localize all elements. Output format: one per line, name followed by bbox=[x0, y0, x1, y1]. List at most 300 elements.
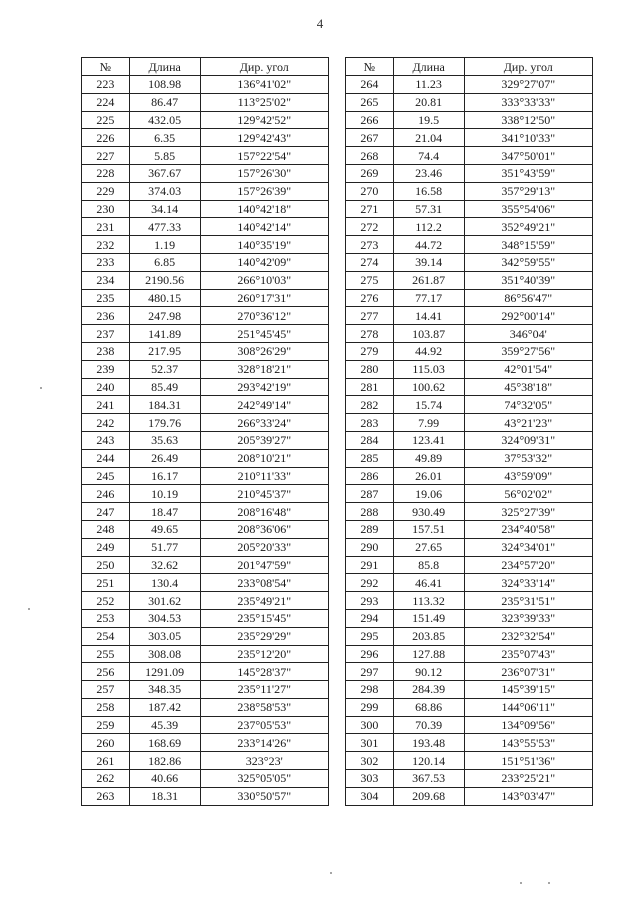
cell-number: 252 bbox=[82, 592, 130, 610]
table-row bbox=[82, 645, 329, 663]
table-row bbox=[346, 681, 593, 699]
cell-number: 239 bbox=[82, 360, 130, 378]
table-row bbox=[82, 218, 329, 236]
header-number: № bbox=[346, 58, 394, 76]
table-row bbox=[82, 663, 329, 681]
cell-number: 238 bbox=[82, 342, 130, 360]
cell-angle: 347°50'01" bbox=[464, 147, 592, 165]
cell-angle: 129°42'43" bbox=[200, 129, 328, 147]
cell-length: 2190.56 bbox=[129, 271, 200, 289]
cell-angle: 201°47'59" bbox=[200, 556, 328, 574]
cell-angle: 323°23' bbox=[200, 752, 328, 770]
table-row bbox=[82, 787, 329, 805]
cell-number: 259 bbox=[82, 716, 130, 734]
cell-length: 113.32 bbox=[393, 592, 464, 610]
cell-angle: 325°05'05" bbox=[200, 770, 328, 788]
cell-length: 930.49 bbox=[393, 503, 464, 521]
cell-angle: 237°05'53" bbox=[200, 716, 328, 734]
cell-angle: 266°33'24" bbox=[200, 414, 328, 432]
cell-length: 26.01 bbox=[393, 467, 464, 485]
cell-number: 255 bbox=[82, 645, 130, 663]
cell-number: 245 bbox=[82, 467, 130, 485]
table-row bbox=[346, 182, 593, 200]
cell-length: 103.87 bbox=[393, 325, 464, 343]
cell-angle: 157°26'39" bbox=[200, 182, 328, 200]
cell-length: 16.17 bbox=[129, 467, 200, 485]
table-row bbox=[346, 787, 593, 805]
cell-number: 248 bbox=[82, 520, 130, 538]
table-row bbox=[346, 360, 593, 378]
cell-length: 123.41 bbox=[393, 431, 464, 449]
cell-angle: 324°09'31" bbox=[464, 431, 592, 449]
cell-number: 260 bbox=[82, 734, 130, 752]
cell-number: 304 bbox=[346, 787, 394, 805]
cell-length: 40.66 bbox=[129, 770, 200, 788]
header-angle: Дир. угол bbox=[464, 58, 592, 76]
cell-number: 295 bbox=[346, 627, 394, 645]
cell-angle: 74°32'05" bbox=[464, 396, 592, 414]
cell-number: 296 bbox=[346, 645, 394, 663]
cell-angle: 338°12'50" bbox=[464, 111, 592, 129]
cell-number: 291 bbox=[346, 556, 394, 574]
cell-angle: 359°27'56" bbox=[464, 342, 592, 360]
cell-number: 281 bbox=[346, 378, 394, 396]
cell-angle: 151°51'36" bbox=[464, 752, 592, 770]
cell-angle: 235°31'51" bbox=[464, 592, 592, 610]
table-row bbox=[346, 574, 593, 592]
cell-length: 115.03 bbox=[393, 360, 464, 378]
cell-number: 227 bbox=[82, 147, 130, 165]
cell-length: 108.98 bbox=[129, 76, 200, 94]
cell-angle: 242°49'14" bbox=[200, 396, 328, 414]
cell-number: 303 bbox=[346, 770, 394, 788]
cell-number: 270 bbox=[346, 182, 394, 200]
table-row bbox=[82, 342, 329, 360]
cell-length: 18.47 bbox=[129, 503, 200, 521]
cell-length: 120.14 bbox=[393, 752, 464, 770]
cell-number: 253 bbox=[82, 609, 130, 627]
table-row bbox=[346, 431, 593, 449]
table-row bbox=[82, 485, 329, 503]
cell-number: 263 bbox=[82, 787, 130, 805]
cell-angle: 42°01'54" bbox=[464, 360, 592, 378]
cell-number: 302 bbox=[346, 752, 394, 770]
cell-angle: 266°10'03" bbox=[200, 271, 328, 289]
cell-angle: 145°39'15" bbox=[464, 681, 592, 699]
table-row bbox=[82, 556, 329, 574]
cell-number: 277 bbox=[346, 307, 394, 325]
cell-angle: 351°43'59" bbox=[464, 164, 592, 182]
cell-angle: 37°53'32" bbox=[464, 449, 592, 467]
cell-number: 292 bbox=[346, 574, 394, 592]
cell-angle: 205°20'33" bbox=[200, 538, 328, 556]
cell-number: 242 bbox=[82, 414, 130, 432]
table-row bbox=[82, 271, 329, 289]
cell-angle: 357°29'13" bbox=[464, 182, 592, 200]
cell-number: 237 bbox=[82, 325, 130, 343]
table-row bbox=[82, 520, 329, 538]
cell-angle: 251°45'45" bbox=[200, 325, 328, 343]
cell-angle: 233°08'54" bbox=[200, 574, 328, 592]
table-row bbox=[82, 538, 329, 556]
cell-length: 348.35 bbox=[129, 681, 200, 699]
cell-number: 258 bbox=[82, 698, 130, 716]
cell-length: 374.03 bbox=[129, 182, 200, 200]
cell-angle: 292°00'14" bbox=[464, 307, 592, 325]
cell-number: 282 bbox=[346, 396, 394, 414]
cell-length: 261.87 bbox=[393, 271, 464, 289]
cell-length: 367.67 bbox=[129, 164, 200, 182]
cell-number: 287 bbox=[346, 485, 394, 503]
table-row bbox=[346, 449, 593, 467]
cell-number: 290 bbox=[346, 538, 394, 556]
header-angle: Дир. угол bbox=[200, 58, 328, 76]
cell-angle: 205°39'27" bbox=[200, 431, 328, 449]
table-row bbox=[82, 253, 329, 271]
cell-length: 23.46 bbox=[393, 164, 464, 182]
cell-angle: 330°50'57" bbox=[200, 787, 328, 805]
cell-number: 293 bbox=[346, 592, 394, 610]
table-header-row bbox=[346, 58, 593, 76]
table-row bbox=[346, 378, 593, 396]
cell-angle: 308°26'29" bbox=[200, 342, 328, 360]
table-row bbox=[82, 360, 329, 378]
cell-length: 182.86 bbox=[129, 752, 200, 770]
table-row bbox=[346, 76, 593, 94]
header-number: № bbox=[82, 58, 130, 76]
cell-number: 232 bbox=[82, 236, 130, 254]
table-row bbox=[82, 200, 329, 218]
cell-length: 44.92 bbox=[393, 342, 464, 360]
cell-length: 90.12 bbox=[393, 663, 464, 681]
cell-length: 100.62 bbox=[393, 378, 464, 396]
table-row bbox=[346, 342, 593, 360]
cell-angle: 45°38'18" bbox=[464, 378, 592, 396]
table-row bbox=[82, 325, 329, 343]
cell-length: 39.14 bbox=[393, 253, 464, 271]
table-row bbox=[346, 325, 593, 343]
scan-speck bbox=[330, 872, 332, 874]
table-row bbox=[346, 734, 593, 752]
cell-number: 300 bbox=[346, 716, 394, 734]
table-row bbox=[346, 467, 593, 485]
cell-angle: 143°03'47" bbox=[464, 787, 592, 805]
table-row bbox=[82, 236, 329, 254]
cell-angle: 323°39'33" bbox=[464, 609, 592, 627]
table-row bbox=[82, 449, 329, 467]
cell-number: 234 bbox=[82, 271, 130, 289]
cell-number: 230 bbox=[82, 200, 130, 218]
cell-angle: 235°12'20" bbox=[200, 645, 328, 663]
cell-number: 240 bbox=[82, 378, 130, 396]
cell-number: 288 bbox=[346, 503, 394, 521]
cell-angle: 342°59'55" bbox=[464, 253, 592, 271]
cell-angle: 86°56'47" bbox=[464, 289, 592, 307]
cell-length: 187.42 bbox=[129, 698, 200, 716]
cell-length: 432.05 bbox=[129, 111, 200, 129]
table-row bbox=[82, 592, 329, 610]
cell-number: 229 bbox=[82, 182, 130, 200]
cell-angle: 235°49'21" bbox=[200, 592, 328, 610]
cell-angle: 233°14'26" bbox=[200, 734, 328, 752]
cell-angle: 129°42'52" bbox=[200, 111, 328, 129]
table-row bbox=[346, 698, 593, 716]
cell-number: 284 bbox=[346, 431, 394, 449]
cell-number: 285 bbox=[346, 449, 394, 467]
cell-number: 257 bbox=[82, 681, 130, 699]
page-number: 4 bbox=[316, 16, 324, 31]
cell-length: 284.39 bbox=[393, 681, 464, 699]
cell-length: 10.19 bbox=[129, 485, 200, 503]
cell-angle: 143°55'53" bbox=[464, 734, 592, 752]
cell-angle: 136°41'02" bbox=[200, 76, 328, 94]
cell-length: 15.74 bbox=[393, 396, 464, 414]
cell-length: 301.62 bbox=[129, 592, 200, 610]
table-row bbox=[346, 147, 593, 165]
cell-angle: 270°36'12" bbox=[200, 307, 328, 325]
cell-length: 184.31 bbox=[129, 396, 200, 414]
cell-length: 45.39 bbox=[129, 716, 200, 734]
cell-number: 254 bbox=[82, 627, 130, 645]
cell-length: 1291.09 bbox=[129, 663, 200, 681]
cell-angle: 238°58'53" bbox=[200, 698, 328, 716]
cell-number: 279 bbox=[346, 342, 394, 360]
cell-angle: 208°36'06" bbox=[200, 520, 328, 538]
cell-angle: 235°29'29" bbox=[200, 627, 328, 645]
table-row bbox=[82, 431, 329, 449]
cell-number: 251 bbox=[82, 574, 130, 592]
cell-angle: 232°32'54" bbox=[464, 627, 592, 645]
table-row bbox=[82, 503, 329, 521]
cell-length: 20.81 bbox=[393, 93, 464, 111]
cell-angle: 134°09'56" bbox=[464, 716, 592, 734]
table-row bbox=[82, 414, 329, 432]
cell-angle: 333°33'33" bbox=[464, 93, 592, 111]
table-row bbox=[82, 609, 329, 627]
cell-length: 209.68 bbox=[393, 787, 464, 805]
cell-angle: 208°16'48" bbox=[200, 503, 328, 521]
cell-length: 34.14 bbox=[129, 200, 200, 218]
cell-length: 74.4 bbox=[393, 147, 464, 165]
table-row bbox=[82, 93, 329, 111]
cell-angle: 157°22'54" bbox=[200, 147, 328, 165]
cell-length: 247.98 bbox=[129, 307, 200, 325]
cell-length: 68.86 bbox=[393, 698, 464, 716]
cell-angle: 235°11'27" bbox=[200, 681, 328, 699]
cell-number: 265 bbox=[346, 93, 394, 111]
table-row bbox=[346, 396, 593, 414]
cell-angle: 140°42'14" bbox=[200, 218, 328, 236]
cell-length: 5.85 bbox=[129, 147, 200, 165]
table-row bbox=[346, 592, 593, 610]
table-row bbox=[346, 663, 593, 681]
cell-length: 86.47 bbox=[129, 93, 200, 111]
cell-number: 223 bbox=[82, 76, 130, 94]
cell-length: 127.88 bbox=[393, 645, 464, 663]
cell-number: 235 bbox=[82, 289, 130, 307]
cell-length: 21.04 bbox=[393, 129, 464, 147]
cell-length: 32.62 bbox=[129, 556, 200, 574]
table-row bbox=[346, 218, 593, 236]
cell-angle: 324°34'01" bbox=[464, 538, 592, 556]
cell-length: 57.31 bbox=[393, 200, 464, 218]
cell-length: 26.49 bbox=[129, 449, 200, 467]
cell-length: 151.49 bbox=[393, 609, 464, 627]
cell-number: 272 bbox=[346, 218, 394, 236]
cell-length: 77.17 bbox=[393, 289, 464, 307]
cell-number: 261 bbox=[82, 752, 130, 770]
cell-length: 19.06 bbox=[393, 485, 464, 503]
cell-length: 46.41 bbox=[393, 574, 464, 592]
table-row bbox=[82, 182, 329, 200]
cell-angle: 236°07'31" bbox=[464, 663, 592, 681]
cell-length: 6.35 bbox=[129, 129, 200, 147]
cell-number: 249 bbox=[82, 538, 130, 556]
cell-angle: 208°10'21" bbox=[200, 449, 328, 467]
cell-length: 304.53 bbox=[129, 609, 200, 627]
cell-angle: 355°54'06" bbox=[464, 200, 592, 218]
table-row bbox=[346, 770, 593, 788]
table-row bbox=[82, 716, 329, 734]
table-row bbox=[346, 538, 593, 556]
cell-angle: 234°57'20" bbox=[464, 556, 592, 574]
cell-length: 193.48 bbox=[393, 734, 464, 752]
cell-angle: 324°33'14" bbox=[464, 574, 592, 592]
cell-length: 477.33 bbox=[129, 218, 200, 236]
cell-angle: 341°10'33" bbox=[464, 129, 592, 147]
cell-number: 226 bbox=[82, 129, 130, 147]
cell-number: 264 bbox=[346, 76, 394, 94]
cell-angle: 210°11'33" bbox=[200, 467, 328, 485]
cell-number: 267 bbox=[346, 129, 394, 147]
table-row bbox=[346, 520, 593, 538]
scan-speck bbox=[28, 608, 30, 610]
cell-number: 299 bbox=[346, 698, 394, 716]
cell-number: 243 bbox=[82, 431, 130, 449]
table-row bbox=[82, 76, 329, 94]
table-row bbox=[82, 164, 329, 182]
cell-length: 49.65 bbox=[129, 520, 200, 538]
table-row bbox=[346, 236, 593, 254]
table-row bbox=[346, 609, 593, 627]
cell-length: 480.15 bbox=[129, 289, 200, 307]
cell-length: 85.49 bbox=[129, 378, 200, 396]
cell-length: 141.89 bbox=[129, 325, 200, 343]
table-row bbox=[346, 200, 593, 218]
table-row bbox=[346, 307, 593, 325]
table-row bbox=[346, 253, 593, 271]
cell-length: 203.85 bbox=[393, 627, 464, 645]
cell-length: 16.58 bbox=[393, 182, 464, 200]
table-row bbox=[346, 129, 593, 147]
cell-length: 1.19 bbox=[129, 236, 200, 254]
header-length: Длина bbox=[393, 58, 464, 76]
cell-length: 49.89 bbox=[393, 449, 464, 467]
cell-angle: 145°28'37" bbox=[200, 663, 328, 681]
cell-number: 289 bbox=[346, 520, 394, 538]
table-row bbox=[82, 627, 329, 645]
cell-length: 27.65 bbox=[393, 538, 464, 556]
table-row bbox=[346, 627, 593, 645]
cell-length: 112.2 bbox=[393, 218, 464, 236]
cell-length: 18.31 bbox=[129, 787, 200, 805]
cell-length: 85.8 bbox=[393, 556, 464, 574]
table-row bbox=[346, 485, 593, 503]
cell-angle: 43°59'09" bbox=[464, 467, 592, 485]
table-row bbox=[346, 556, 593, 574]
cell-length: 6.85 bbox=[129, 253, 200, 271]
cell-number: 246 bbox=[82, 485, 130, 503]
cell-number: 244 bbox=[82, 449, 130, 467]
cell-angle: 235°07'43" bbox=[464, 645, 592, 663]
table-row bbox=[82, 111, 329, 129]
cell-angle: 140°42'18" bbox=[200, 200, 328, 218]
scan-speck bbox=[548, 882, 550, 884]
cell-angle: 140°35'19" bbox=[200, 236, 328, 254]
table-row bbox=[82, 734, 329, 752]
cell-length: 130.4 bbox=[129, 574, 200, 592]
cell-number: 298 bbox=[346, 681, 394, 699]
cell-angle: 113°25'02" bbox=[200, 93, 328, 111]
table-row bbox=[82, 681, 329, 699]
cell-number: 268 bbox=[346, 147, 394, 165]
coordinates-table-left bbox=[81, 57, 329, 806]
cell-number: 269 bbox=[346, 164, 394, 182]
cell-angle: 346°04' bbox=[464, 325, 592, 343]
cell-number: 250 bbox=[82, 556, 130, 574]
cell-length: 308.08 bbox=[129, 645, 200, 663]
table-row bbox=[82, 752, 329, 770]
table-row bbox=[346, 271, 593, 289]
cell-number: 256 bbox=[82, 663, 130, 681]
table-row bbox=[82, 307, 329, 325]
header-length: Длина bbox=[129, 58, 200, 76]
table-row bbox=[346, 716, 593, 734]
cell-length: 14.41 bbox=[393, 307, 464, 325]
cell-length: 44.72 bbox=[393, 236, 464, 254]
cell-number: 231 bbox=[82, 218, 130, 236]
cell-number: 225 bbox=[82, 111, 130, 129]
cell-number: 228 bbox=[82, 164, 130, 182]
cell-length: 52.37 bbox=[129, 360, 200, 378]
cell-length: 11.23 bbox=[393, 76, 464, 94]
cell-number: 275 bbox=[346, 271, 394, 289]
cell-angle: 325°27'39" bbox=[464, 503, 592, 521]
cell-angle: 329°27'07" bbox=[464, 76, 592, 94]
cell-length: 217.95 bbox=[129, 342, 200, 360]
cell-number: 283 bbox=[346, 414, 394, 432]
cell-number: 301 bbox=[346, 734, 394, 752]
cell-angle: 351°40'39" bbox=[464, 271, 592, 289]
cell-length: 168.69 bbox=[129, 734, 200, 752]
table-row bbox=[82, 396, 329, 414]
cell-length: 19.5 bbox=[393, 111, 464, 129]
table-row bbox=[82, 147, 329, 165]
cell-number: 262 bbox=[82, 770, 130, 788]
cell-angle: 233°25'21" bbox=[464, 770, 592, 788]
cell-angle: 144°06'11" bbox=[464, 698, 592, 716]
cell-number: 236 bbox=[82, 307, 130, 325]
cell-number: 247 bbox=[82, 503, 130, 521]
cell-angle: 235°15'45" bbox=[200, 609, 328, 627]
scan-speck bbox=[520, 882, 522, 884]
cell-number: 271 bbox=[346, 200, 394, 218]
table-row bbox=[82, 129, 329, 147]
table-row bbox=[346, 503, 593, 521]
table-header-row bbox=[82, 58, 329, 76]
cell-angle: 140°42'09" bbox=[200, 253, 328, 271]
cell-length: 179.76 bbox=[129, 414, 200, 432]
